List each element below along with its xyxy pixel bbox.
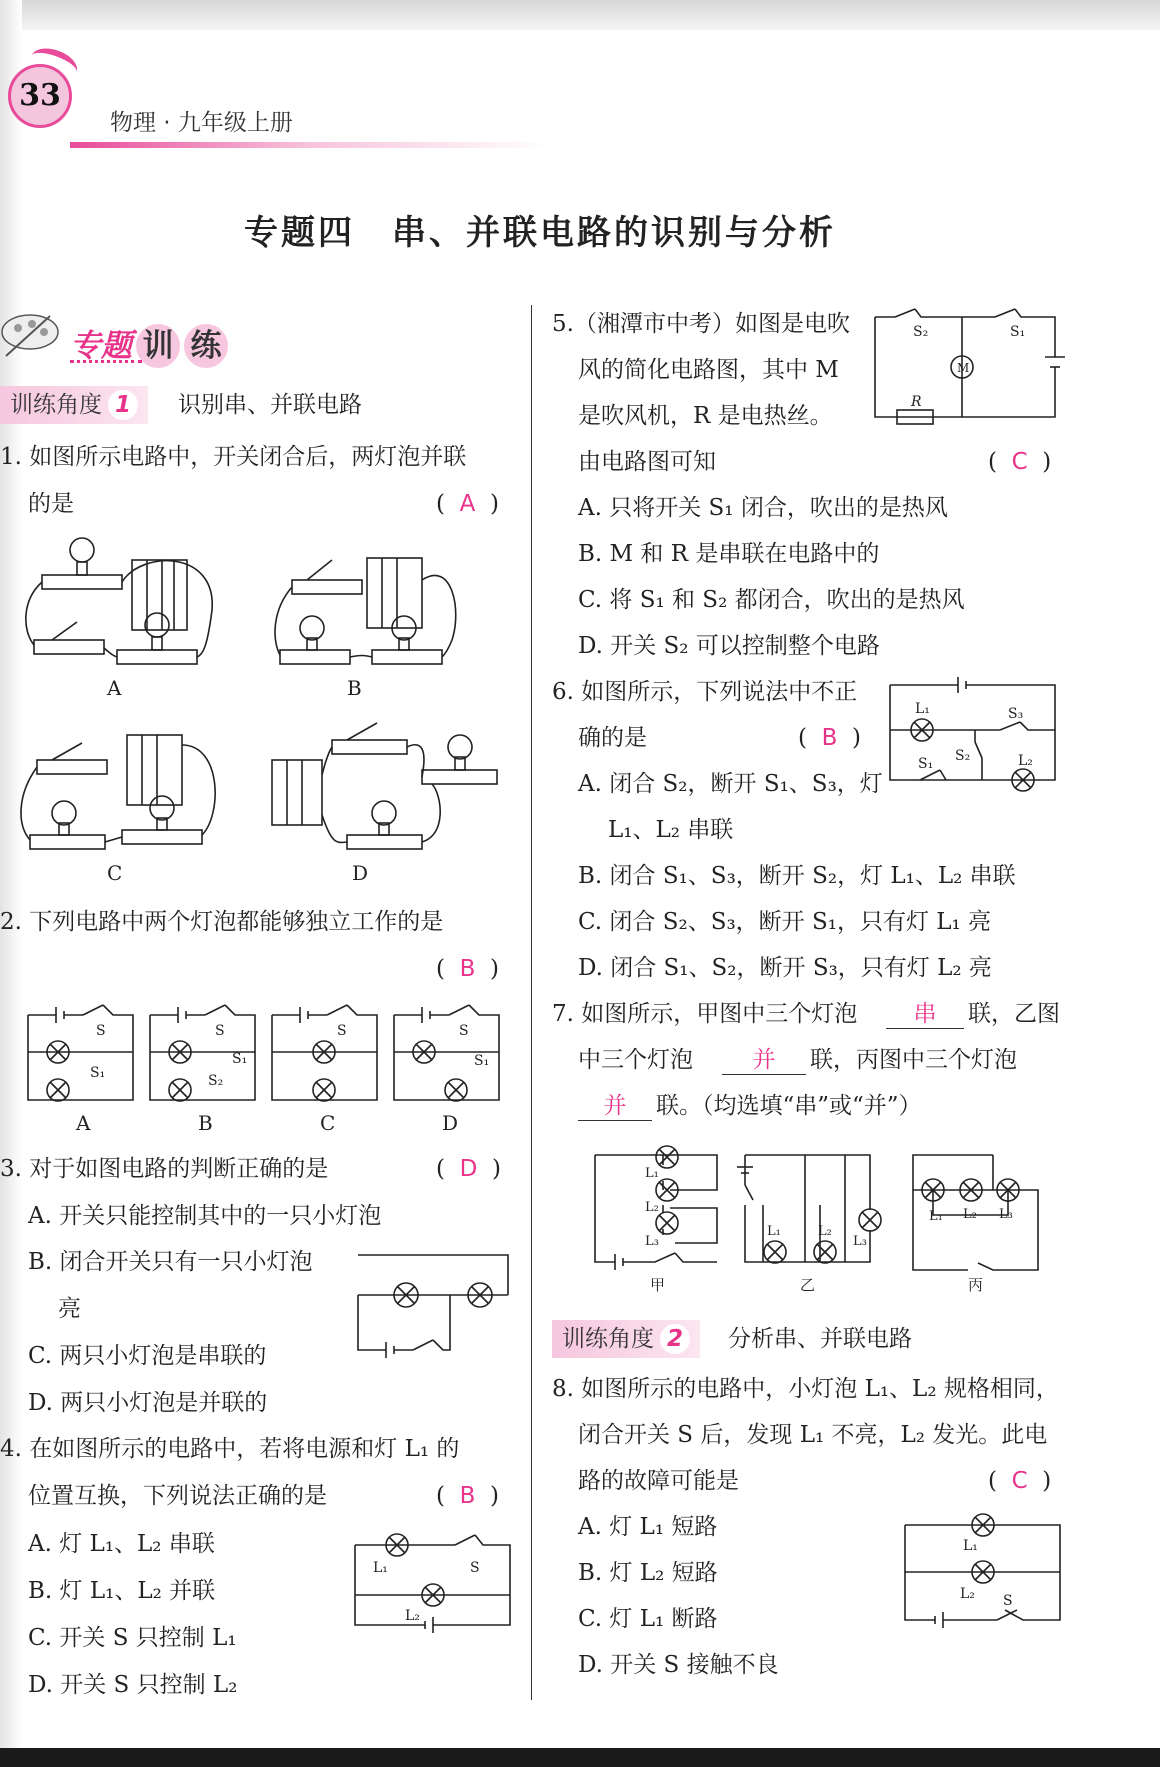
answer: B [821,725,838,751]
page-title: 专题四 串、并联电路的识别与分析 [244,213,836,253]
circuit-label: R [911,394,922,410]
option-text: B. 灯 L₂ 短路 [578,1560,718,1586]
training-angle-tag [0,386,148,424]
answer-slot: ( A ) [436,491,499,517]
question-text: 风的简化电路图，其中 M [578,357,839,383]
q4-circuit-figure [355,1530,515,1635]
figure-label: C [107,861,123,885]
option-text: A. 灯 L₁、L₂ 串联 [28,1531,215,1557]
circuit-label: L₁ [929,1209,943,1224]
question-text: 7. 如图所示，甲图中三个灯泡 [552,1001,858,1027]
figure-label: A [107,676,122,700]
figure-label: A [76,1111,91,1135]
question-text: 由电路图可知 [578,449,716,475]
question-text: 3. 对于如图电路的判断正确的是 [0,1156,329,1182]
option-text: 亮 [58,1296,81,1322]
answer: D [459,1156,478,1182]
q7-three-circuits-figure [595,1145,1055,1295]
question-text: 4. 在如图所示的电路中，若将电源和灯 L₁ 的 [0,1436,460,1462]
q6-circuit-figure [890,680,1060,792]
circuit-label: L₂ [1018,753,1033,769]
tag-label: 训练角度 [10,392,102,418]
option-text: C. 闭合 S₂、S₃，断开 S₁，只有灯 L₁ 亮 [578,909,992,935]
circuit-label: L₂ [405,1608,420,1624]
answer: C [1011,1468,1028,1494]
option-text: C. 灯 L₁ 断路 [578,1606,718,1632]
option-text: D. 开关 S 只控制 L₂ [28,1672,238,1698]
fill-blank: 并 [578,1092,652,1121]
question-text: 路的故障可能是 [578,1468,739,1494]
circuit-label: L₂ [963,1207,977,1222]
figure-label: D [352,861,369,885]
option-text: A. 闭合 S₂，断开 S₁、S₃，灯 [578,771,883,797]
banner-char: 练 [184,324,228,368]
option-text: L₁、L₂ 串联 [608,817,734,843]
q1-physical-circuits-figure [22,530,492,890]
question-text: 联，丙图中三个灯泡 [810,1047,1017,1073]
circuit-label: S₁ [918,756,934,772]
option-text: A. 灯 L₁ 短路 [578,1514,718,1540]
circuit-label: L₂ [960,1586,975,1602]
circuit-label: S [470,1560,480,1576]
circuit-label: S₁ [1010,324,1026,340]
palette-icon [0,310,62,360]
circuit-label: S [96,1023,106,1039]
circuit-label: L₁ [767,1224,781,1239]
circuit-label: L₂ [645,1200,659,1215]
circuit-label: M [957,361,970,375]
fill-blank: 串 [886,1000,964,1029]
tag-label: 训练角度 [562,1326,654,1352]
q2-circuit-diagrams-figure [28,995,498,1135]
option-text: D. 开关 S 接触不良 [578,1652,779,1678]
circuit-label: L₁ [645,1166,659,1181]
answer: B [459,1483,476,1509]
question-text: 8. 如图所示的电路中，小灯泡 L₁、L₂ 规格相同， [552,1376,1059,1402]
question-text: 2. 下列电路中两个灯泡都能够独立工作的是 [0,909,444,935]
circuit-label: L₃ [645,1234,659,1249]
answer-slot: ( B ) [436,1483,499,1509]
circuit-label: S [215,1023,225,1039]
option-text: D. 开关 S₂ 可以控制整个电路 [578,633,880,659]
option-text: B. 灯 L₁、L₂ 并联 [28,1578,216,1604]
circuit-label: S [459,1023,469,1039]
answer-slot: ( C ) [988,449,1052,475]
question-text: 位置互换，下列说法正确的是 [28,1483,327,1509]
answer-slot: ( B ) [436,956,499,982]
page-top-shadow [0,0,1160,30]
option-text: D. 两只小灯泡是并联的 [28,1390,268,1416]
figure-label: 乙 [800,1276,816,1294]
page-bottom-edge [0,1748,1160,1767]
answer: C [1011,449,1028,475]
circuit-label: S₁ [232,1051,248,1067]
page-number: 33 [8,64,72,128]
figure-label: D [442,1111,459,1135]
circuit-label: S₂ [913,324,929,340]
book-title: 物理 · 九年级上册 [110,110,293,136]
page-binding-shadow [0,0,22,1767]
figure-label: B [198,1111,213,1135]
question-text: 闭合开关 S 后，发现 L₁ 不亮，L₂ 发光。此电 [578,1422,1048,1448]
question-text: 确的是 [578,725,647,751]
circuit-label: L₁ [915,701,930,717]
fill-blank: 并 [722,1046,806,1075]
circuit-label: L₁ [373,1560,388,1576]
option-text: D. 闭合 S₁、S₂，断开 S₃，只有灯 L₂ 亮 [578,955,992,981]
figure-label: 丙 [968,1276,984,1294]
option-text: A. 只将开关 S₁ 闭合，吹出的是热风 [578,495,948,521]
answer-slot: ( B ) [798,725,861,751]
question-text: 联。（均选填“串”或“并”） [656,1093,922,1119]
option-text: C. 两只小灯泡是串联的 [28,1343,267,1369]
answer-slot: ( D ) [436,1156,501,1182]
q5-hairdryer-circuit-figure [875,312,1060,422]
option-text: C. 开关 S 只控制 L₁ [28,1625,237,1651]
circuit-label: L₁ [963,1538,978,1554]
circuit-label: S₁ [90,1065,106,1081]
question-text: 的是 [28,491,74,517]
answer: B [459,956,476,982]
circuit-label: S [337,1023,347,1039]
question-text: 是吹风机，R 是电热丝。 [578,403,833,429]
option-text: B. M 和 R 是串联在电路中的 [578,541,880,567]
answer: A [459,491,476,517]
column-divider [531,305,532,1700]
q8-circuit-figure [905,1520,1065,1630]
training-angle-title: 分析串、并联电路 [728,1326,912,1352]
question-text: 1. 如图所示电路中，开关闭合后，两灯泡并联 [0,444,467,470]
question-text: 6. 如图所示，下列说法中不正 [552,679,858,705]
circuit-label: S [1003,1593,1013,1609]
training-angle-tag [552,1320,700,1358]
banner-prefix: 专题 [70,328,132,364]
circuit-label: S₃ [1008,706,1024,722]
circuit-label: S₂ [955,748,971,764]
question-text: 中三个灯泡 [578,1047,693,1073]
circuit-label: L₃ [853,1234,867,1249]
banner-dots [70,360,142,363]
circuit-label: S₁ [474,1053,490,1069]
option-text: A. 开关只能控制其中的一只小灯泡 [28,1203,382,1229]
answer-slot: ( C ) [988,1468,1052,1494]
option-text: C. 将 S₁ 和 S₂ 都闭合，吹出的是热风 [578,587,965,613]
tag-number: 1 [108,390,138,420]
banner-char: 训 [136,324,180,368]
training-angle-title: 识别串、并联电路 [178,392,362,418]
option-text: B. 闭合 S₁、S₃，断开 S₂，灯 L₁、L₂ 串联 [578,863,1016,889]
figure-label: C [320,1111,336,1135]
question-text: 联，乙图 [968,1001,1060,1027]
figure-label: B [347,676,362,700]
circuit-label: S₂ [208,1073,224,1089]
header-rule [70,142,550,148]
circuit-label: L₃ [999,1207,1013,1222]
question-text: 5.（湘潭市中考）如图是电吹 [552,311,850,337]
tag-number: 2 [660,1324,690,1354]
circuit-label: L₂ [818,1224,832,1239]
q3-circuit-figure [358,1250,513,1360]
figure-label: 甲 [650,1276,666,1294]
option-text: B. 闭合开关只有一只小灯泡 [28,1249,313,1275]
